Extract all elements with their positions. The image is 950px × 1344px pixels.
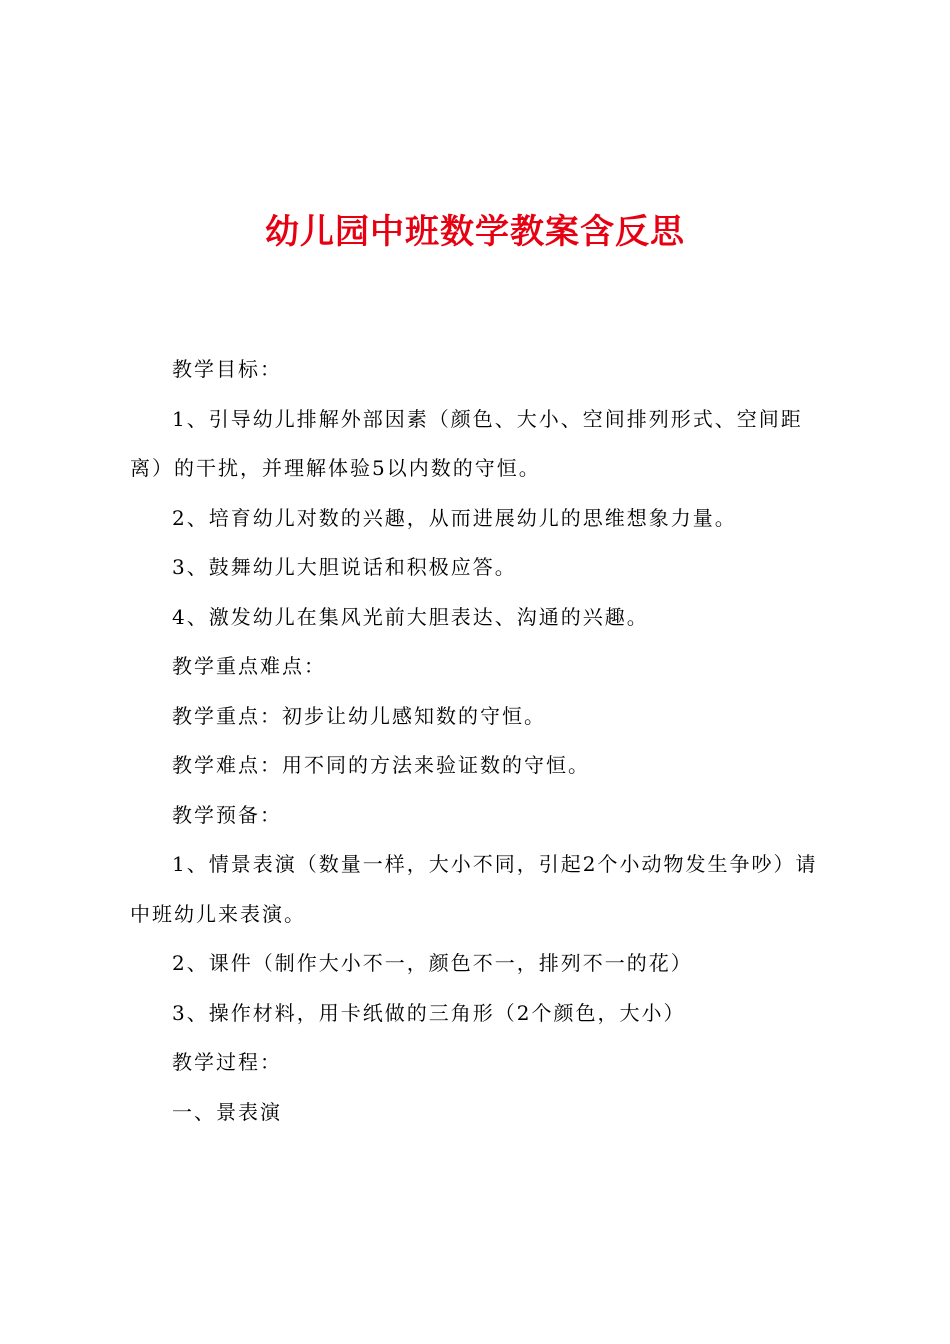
paragraph-preparation-heading: 教学预备： [172,802,282,827]
paragraph-difficult-point: 教学难点：用不同的方法来验证数的守恒。 [172,753,590,777]
paragraph-teaching-goals-heading: 教学目标： [172,357,282,381]
paragraph-process-step-1: 一、景表演 [172,1099,282,1124]
paragraph-preparation-1: 1、情景表演（数量一样，大小不同，引起2个小动物发生争吵）请中班幼儿来表演。 [130,852,818,926]
paragraph-goal-3: 3、鼓舞幼儿大胆说话和积极应答。 [172,555,517,579]
paragraph-goal-1: 1、引导幼儿排解外部因素（颜色、大小、空间排列形式、空间距离）的干扰，并理解体验5以内数的守恒。 [130,406,803,480]
document-title: 幼儿园中班数学教案含反思 [265,212,685,252]
paragraph-goal-2: 2、培育幼儿对数的兴趣，从而进展幼儿的思维想象力量。 [172,505,737,530]
paragraph-preparation-2: 2、课件（制作大小不一，颜色不一，排列不一的花） [172,951,693,975]
paragraph-preparation-3: 3、操作材料，用卡纸做的三角形（2个颜色，大小） [172,1000,686,1025]
paragraph-process-heading: 教学过程： [172,1050,282,1074]
paragraph-key-point: 教学重点：初步让幼儿感知数的守恒。 [172,703,546,728]
paragraph-goal-4: 4、激发幼儿在集风光前大胆表达、沟通的兴趣。 [172,604,649,629]
document-body [130,345,832,1137]
paragraph-key-points-heading: 教学重点难点： [172,654,326,678]
